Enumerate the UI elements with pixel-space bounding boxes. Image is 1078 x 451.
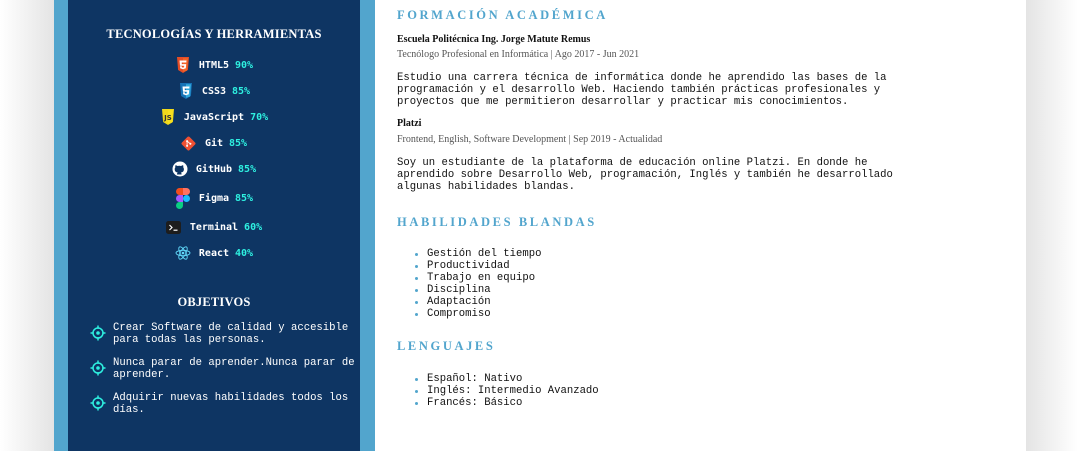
- tech-name: JavaScript: [183, 111, 245, 123]
- tech-name: Terminal: [189, 221, 239, 233]
- page-shadow-right: [1026, 0, 1078, 451]
- tech-level: 85%: [238, 163, 257, 175]
- figma-icon: [175, 187, 191, 209]
- tech-name: Git: [204, 137, 223, 149]
- list-item: Productividad: [427, 260, 541, 272]
- list-item: Inglés: Intermedio Avanzado: [427, 385, 599, 397]
- tech-name: Figma: [198, 192, 230, 204]
- tech-level: 85%: [232, 85, 251, 97]
- github-icon: [172, 161, 188, 177]
- tech-list: [68, 52, 360, 266]
- soft-skills-list: [397, 248, 541, 320]
- objective-text: Crear Software de calidad y accesible para todas las personas.: [113, 322, 349, 346]
- tech-name: GitHub: [195, 163, 233, 175]
- svg-text:JS: JS: [164, 114, 172, 122]
- tech-level: 85%: [229, 137, 248, 149]
- languages-list: [397, 373, 599, 409]
- list-item: Francés: Básico: [427, 397, 599, 409]
- target-icon: [90, 325, 106, 341]
- resume-page: [54, 0, 1026, 451]
- target-icon: [90, 360, 106, 376]
- tech-level: 70%: [250, 111, 269, 123]
- list-item: Trabajo en equipo: [427, 272, 541, 284]
- languages-title: LENGUAJES: [397, 339, 496, 353]
- tech-name: React: [198, 247, 230, 259]
- tech-item-react: [68, 240, 360, 266]
- tech-item-css3: [68, 78, 360, 104]
- tech-level: 90%: [235, 59, 254, 71]
- list-item: Adaptación: [427, 296, 541, 308]
- objective-item: [90, 322, 360, 346]
- education-description: Estudio una carrera técnica de informática donde he aprendido las bases de la programación y el desarrollo Web. Haciendo también prácticas profesionales y proyectos que me permitieron desarrollar y practicar mis conocimientos.: [397, 72, 887, 108]
- objective-item: [90, 392, 360, 416]
- terminal-icon: [166, 219, 182, 235]
- objective-text: Adquirir nuevas habilidades todos los días.: [113, 392, 349, 416]
- git-icon: [181, 135, 197, 151]
- objective-item: [90, 357, 360, 381]
- sidebar: [68, 0, 360, 451]
- tech-level: 40%: [235, 247, 254, 259]
- html5-icon: [175, 57, 191, 73]
- tech-name: CSS3: [201, 85, 227, 97]
- tech-level: 60%: [244, 221, 263, 233]
- target-icon: [90, 395, 106, 411]
- education-institution: Platzi: [397, 118, 422, 129]
- education-meta: Frontend, English, Software Development | Sep 2019 - Actualidad: [397, 134, 663, 145]
- list-item: Disciplina: [427, 284, 541, 296]
- objectives-list: [90, 322, 360, 427]
- tech-item-html5: [68, 52, 360, 78]
- javascript-icon: [160, 109, 176, 125]
- tech-item-github: [68, 156, 360, 182]
- list-item: Compromiso: [427, 308, 541, 320]
- education-meta: Tecnólogo Profesional en Informática | Ago 2017 - Jun 2021: [397, 49, 640, 60]
- left-accent-bar: [54, 0, 68, 451]
- page-shadow-left: [0, 0, 54, 451]
- objective-text: Nunca parar de aprender.Nunca parar de aprender.: [113, 357, 355, 381]
- education-description: Soy un estudiante de la plataforma de educación online Platzi. En donde he aprendido sobre Desarrollo Web, programación, Inglés y también he desarrollado algunas habilidades blandas.: [397, 157, 893, 193]
- tech-item-javascript: [68, 104, 360, 130]
- react-icon: [175, 245, 191, 261]
- css3-icon: [178, 83, 194, 99]
- tech-item-terminal: [68, 214, 360, 240]
- tech-item-git: [68, 130, 360, 156]
- objectives-title: OBJETIVOS: [177, 295, 251, 309]
- education-institution: Escuela Politécnica Ing. Jorge Matute Remus: [397, 34, 591, 45]
- education-title: FORMACIÓN ACADÉMICA: [397, 8, 608, 22]
- list-item: Español: Nativo: [427, 373, 599, 385]
- tech-title: TECNOLOGÍAS Y HERRAMIENTAS: [106, 27, 322, 41]
- list-item: Gestión del tiempo: [427, 248, 542, 260]
- tech-item-figma: [68, 182, 360, 214]
- sidebar-gutter: [360, 0, 375, 451]
- soft-skills-title: HABILIDADES BLANDAS: [397, 215, 597, 229]
- tech-name: HTML5: [198, 59, 230, 71]
- tech-level: 85%: [235, 192, 254, 204]
